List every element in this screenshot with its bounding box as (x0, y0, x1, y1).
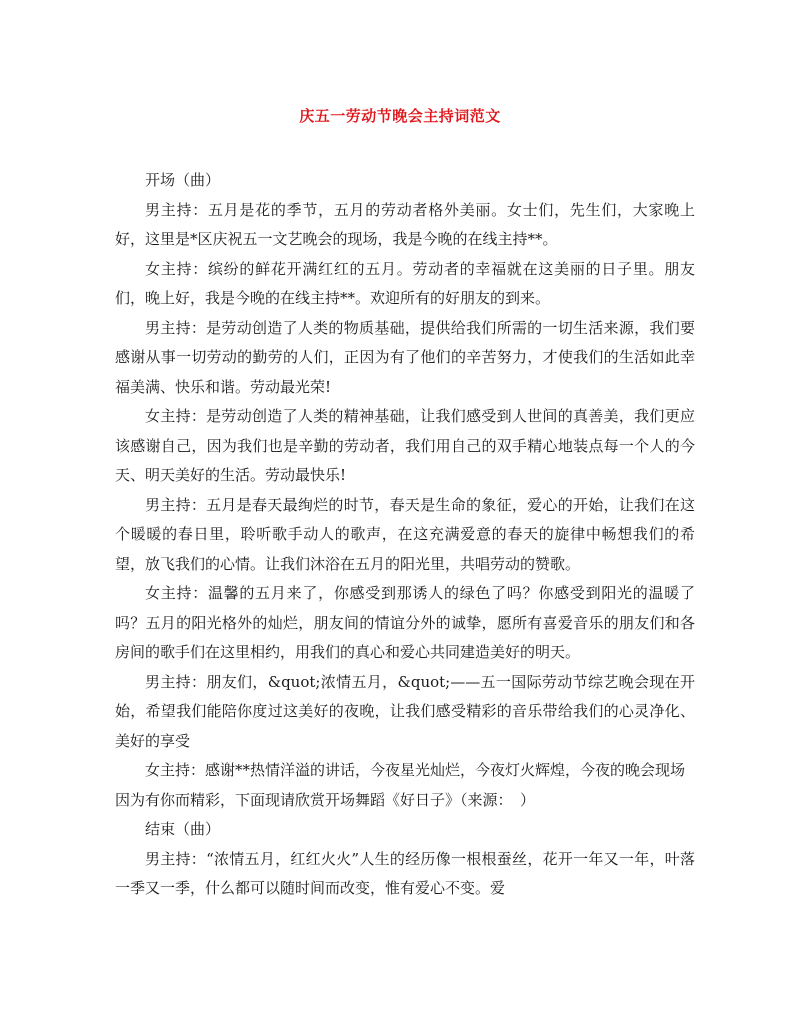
section-heading-opening: 开场（曲） (145, 171, 221, 189)
paragraph: 男主持：朋友们，&quot;浓情五月，&quot;——五一国际劳动节综艺晚会现在开始，希望我们能陪你度过这美好的夜晚，让我们感受精彩的音乐带给我们的心灵净化、美好的享受 (115, 672, 695, 750)
paragraph: 女主持：是劳动创造了人类的精神基础，让我们感受到人世间的真善美，我们更应该感谢自己，因为我们也是辛勤的劳动者，我们用自己的双手精心地装点每一个人的今天、明天美好的生活。劳动最快乐! (115, 407, 695, 484)
document-title: 庆五一劳动节晚会主持词范文 (299, 107, 501, 125)
paragraph: 男主持：五月是春天最绚烂的时节，春天是生命的象征，爱心的开始，让我们在这个暖暖的春日里，聆听歌手动人的歌声，在这充满爱意的春天的旋律中畅想我们的希望，放飞我们的心情。让我们沐浴在五月的阳光里，共唱劳动的赞歌。 (115, 495, 695, 573)
section-heading-ending: 结束（曲） (145, 820, 221, 838)
paragraph: 男主持：五月是花的季节，五月的劳动者格外美丽。女士们，先生们，大家晚上好，这里是*区庆祝五一文艺晚会的现场，我是今晚的在线主持**。 (115, 200, 695, 248)
document-body (115, 166, 695, 904)
paragraph: 男主持：“浓情五月，红红火火”人生的经历像一根根蚕丝，花开一年又一年，叶落一季又一季，什么都可以随时间而改变，惟有爱心不变。爱 (115, 849, 695, 897)
paragraph: 女主持：感谢**热情洋溢的讲话，今夜星光灿烂，今夜灯火辉煌，今夜的晚会现场因为有你而精彩，下面现请欣赏开场舞蹈《好日子》（来源： ） (115, 761, 686, 809)
paragraph: 男主持：是劳动创造了人类的物质基础，提供给我们所需的一切生活来源，我们要感谢从事一切劳动的勤劳的人们，正因为有了他们的辛苦努力，才使我们的生活如此幸福美满、快乐和谐。劳动最光荣! (115, 318, 695, 396)
paragraph: 女主持：缤纷的鲜花开满红红的五月。劳动者的幸福就在这美丽的日子里。朋友们，晚上好，我是今晚的在线主持**。欢迎所有的好朋友的到来。 (115, 259, 695, 307)
paragraph: 女主持：温馨的五月来了，你感受到那诱人的绿色了吗？你感受到阳光的温暖了吗？五月的阳光格外的灿烂，朋友间的情谊分外的诚挚，愿所有喜爱音乐的朋友们和各房间的歌手们在这里相约，用我们的真心和爱心共同建造美好的明天。 (115, 584, 695, 661)
